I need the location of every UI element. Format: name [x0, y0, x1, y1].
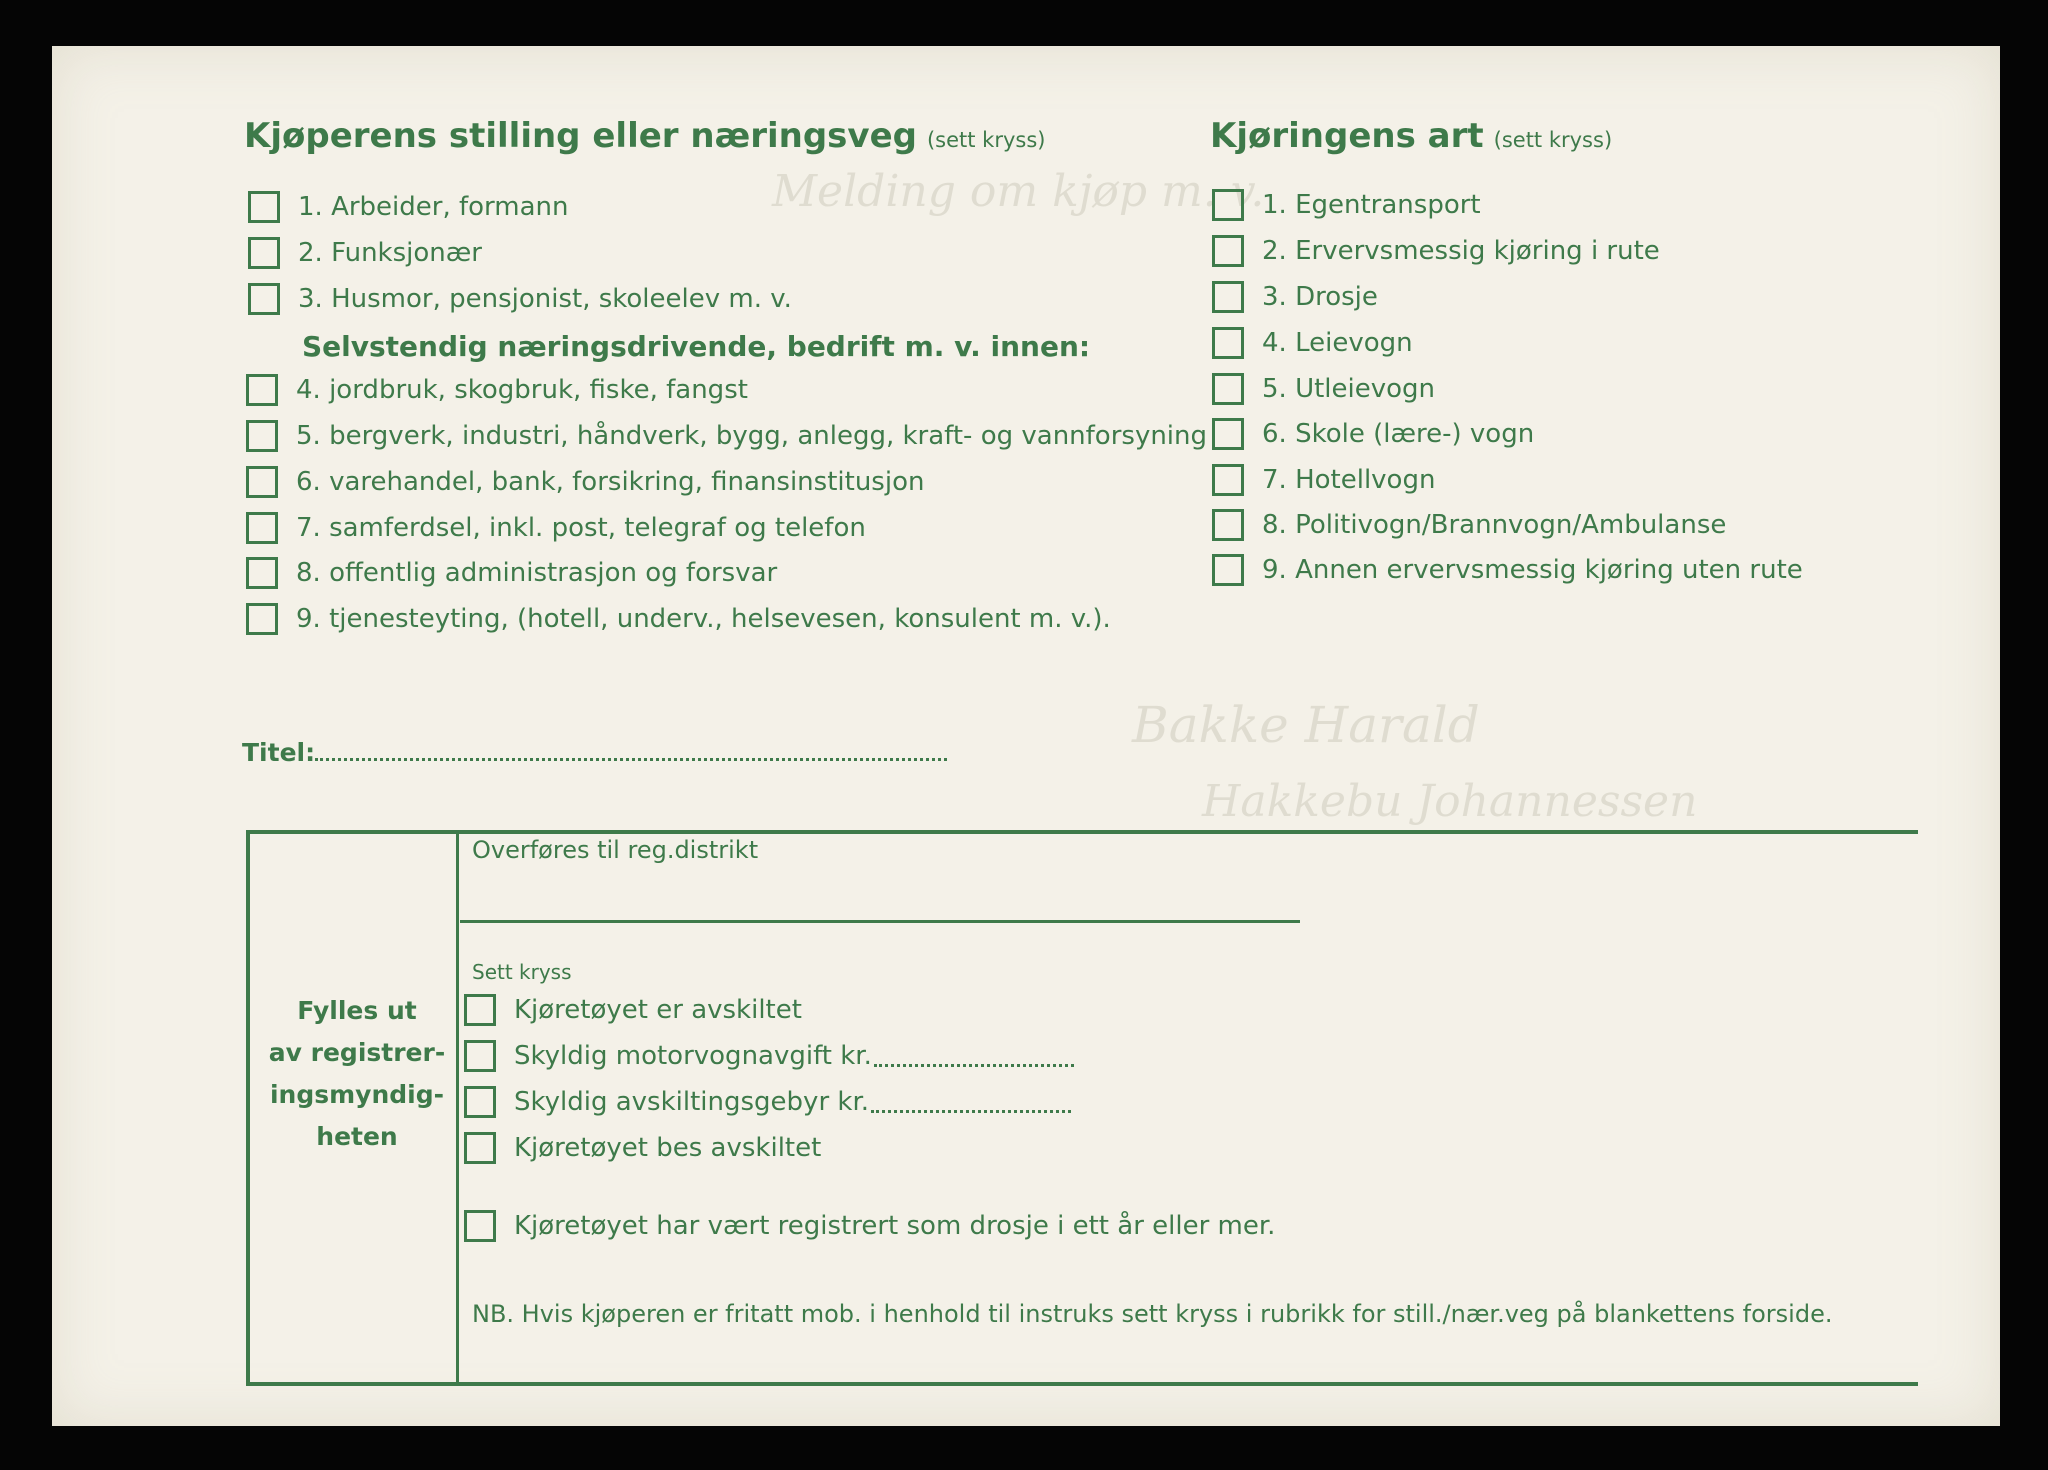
option-label: 2. Funksjonær — [298, 238, 482, 268]
title-dotted-line — [315, 740, 947, 761]
option-label: Skyldig motorvognavgift kr. — [514, 1041, 872, 1071]
occupation-option-4[interactable] — [246, 374, 748, 406]
checkbox[interactable] — [248, 191, 280, 223]
occupation-option-9[interactable] — [246, 603, 1111, 635]
checkbox[interactable] — [246, 603, 278, 635]
driving-option-6[interactable] — [1212, 418, 1534, 450]
option-label: 6. Skole (lære-) vogn — [1262, 419, 1535, 449]
option-label: Kjøretøyet er avskiltet — [514, 995, 802, 1025]
option-label: Skyldig avskiltingsgebyr kr. — [514, 1087, 870, 1117]
option-label: 5. Utleievogn — [1262, 374, 1436, 404]
option-label: Kjøretøyet har vært registrert som drosje i ett år eller mer. — [514, 1211, 1276, 1241]
driving-type-note: (sett kryss) — [1493, 128, 1613, 152]
driving-option-3[interactable] — [1212, 281, 1378, 313]
check-deregistration-fee-owed[interactable] — [464, 1086, 1071, 1118]
checkbox[interactable] — [1212, 235, 1244, 267]
checkbox[interactable] — [464, 1086, 496, 1118]
check-taxi-one-year[interactable] — [464, 1210, 1275, 1242]
self-employed-subheading: Selvstendig næringsdrivende, bedrift m. v. innen: — [302, 330, 1091, 363]
title-label: Titel: — [242, 738, 316, 767]
option-label: 5. bergverk, industri, håndverk, bygg, anlegg, kraft- og vannforsyning — [296, 421, 1208, 451]
checkbox[interactable] — [464, 1210, 496, 1242]
option-label: Kjøretøyet bes avskiltet — [514, 1133, 822, 1163]
box-bottom-rule — [246, 1382, 1918, 1386]
buyer-occupation-title-text: Kjøperens stilling eller næringsveg — [244, 116, 917, 156]
option-label: 7. samferdsel, inkl. post, telegraf og telefon — [296, 513, 866, 543]
driving-option-9[interactable] — [1212, 554, 1803, 586]
driving-option-4[interactable] — [1212, 327, 1413, 359]
amount-dotted-line[interactable] — [871, 1092, 1071, 1113]
option-label: 4. jordbruk, skogbruk, fiske, fangst — [296, 375, 748, 405]
transfer-district-line[interactable] — [460, 920, 1300, 923]
checkbox[interactable] — [464, 1132, 496, 1164]
label-line: av registrer- — [268, 1038, 446, 1067]
checkbox[interactable] — [1212, 418, 1244, 450]
checkbox[interactable] — [1212, 189, 1244, 221]
checkbox[interactable] — [246, 512, 278, 544]
driving-option-1[interactable] — [1212, 189, 1481, 221]
checkbox[interactable] — [248, 237, 280, 269]
check-deregistered[interactable] — [464, 994, 802, 1026]
checkbox[interactable] — [464, 1040, 496, 1072]
occupation-option-6[interactable] — [246, 466, 924, 498]
box-left-rule — [246, 830, 250, 1386]
option-label: 1. Egentransport — [1262, 190, 1481, 220]
option-label: 9. Annen ervervsmessig kjøring uten rute — [1262, 555, 1803, 585]
option-label: 1. Arbeider, formann — [298, 192, 569, 222]
title-field[interactable] — [242, 738, 947, 767]
checkbox[interactable] — [464, 994, 496, 1026]
checkbox[interactable] — [1212, 509, 1244, 541]
option-label: 9. tjenesteyting, (hotell, underv., helsevesen, konsulent m. v.). — [296, 604, 1111, 634]
occupation-option-5[interactable] — [246, 420, 1207, 452]
option-label: 8. offentlig administrasjon og forsvar — [296, 558, 778, 588]
label-line: heten — [316, 1122, 398, 1151]
checkbox[interactable] — [246, 466, 278, 498]
bleed-through-text: Hakkebu Johannessen — [1202, 776, 1698, 827]
option-label: 3. Husmor, pensjonist, skoleelev m. v. — [298, 284, 792, 314]
nb-note: NB. Hvis kjøperen er fritatt mob. i henhold til instruks sett kryss i rubrikk for still./nær.veg på blankettens forside. — [472, 1300, 1833, 1328]
buyer-occupation-note: (sett kryss) — [926, 128, 1046, 152]
driving-type-title — [1210, 116, 1612, 156]
checkbox[interactable] — [1212, 373, 1244, 405]
bleed-through-text: Bakke Harald — [1132, 696, 1480, 754]
occupation-option-8[interactable] — [246, 557, 777, 589]
buyer-occupation-title — [244, 116, 1045, 156]
occupation-option-7[interactable] — [246, 512, 866, 544]
option-label: 4. Leievogn — [1262, 328, 1413, 358]
option-label: 2. Ervervsmessig kjøring i rute — [1262, 236, 1660, 266]
option-label: 6. varehandel, bank, forsikring, finansinstitusjon — [296, 467, 925, 497]
label-line: Fylles ut — [297, 996, 417, 1025]
option-label: 3. Drosje — [1262, 282, 1378, 312]
driving-type-title-text: Kjøringens art — [1210, 116, 1484, 156]
check-motor-tax-owed[interactable] — [464, 1040, 1074, 1072]
checkbox[interactable] — [1212, 327, 1244, 359]
sett-kryss-label: Sett kryss — [472, 960, 572, 984]
driving-option-2[interactable] — [1212, 235, 1660, 267]
form-sheet — [52, 46, 2000, 1426]
checkbox[interactable] — [248, 283, 280, 315]
checkbox[interactable] — [1212, 554, 1244, 586]
transfer-district-label: Overføres til reg.distrikt — [472, 836, 759, 864]
box-top-rule — [246, 830, 1918, 834]
amount-dotted-line[interactable] — [874, 1046, 1074, 1067]
driving-option-5[interactable] — [1212, 373, 1435, 405]
occupation-option-3[interactable] — [248, 283, 792, 315]
occupation-option-1[interactable] — [248, 191, 569, 223]
checkbox[interactable] — [1212, 281, 1244, 313]
checkbox[interactable] — [1212, 464, 1244, 496]
option-label: 7. Hotellvogn — [1262, 465, 1436, 495]
driving-option-8[interactable] — [1212, 509, 1726, 541]
option-label: 8. Politivogn/Brannvogn/Ambulanse — [1262, 510, 1727, 540]
checkbox[interactable] — [246, 374, 278, 406]
bleed-through-text: Melding om kjøp m. v. — [772, 166, 1265, 217]
registry-authority-label — [252, 990, 462, 1158]
label-line: ingsmyndig- — [269, 1080, 445, 1109]
driving-option-7[interactable] — [1212, 464, 1435, 496]
occupation-option-2[interactable] — [248, 237, 482, 269]
check-request-deregistration[interactable] — [464, 1132, 821, 1164]
checkbox[interactable] — [246, 420, 278, 452]
checkbox[interactable] — [246, 557, 278, 589]
